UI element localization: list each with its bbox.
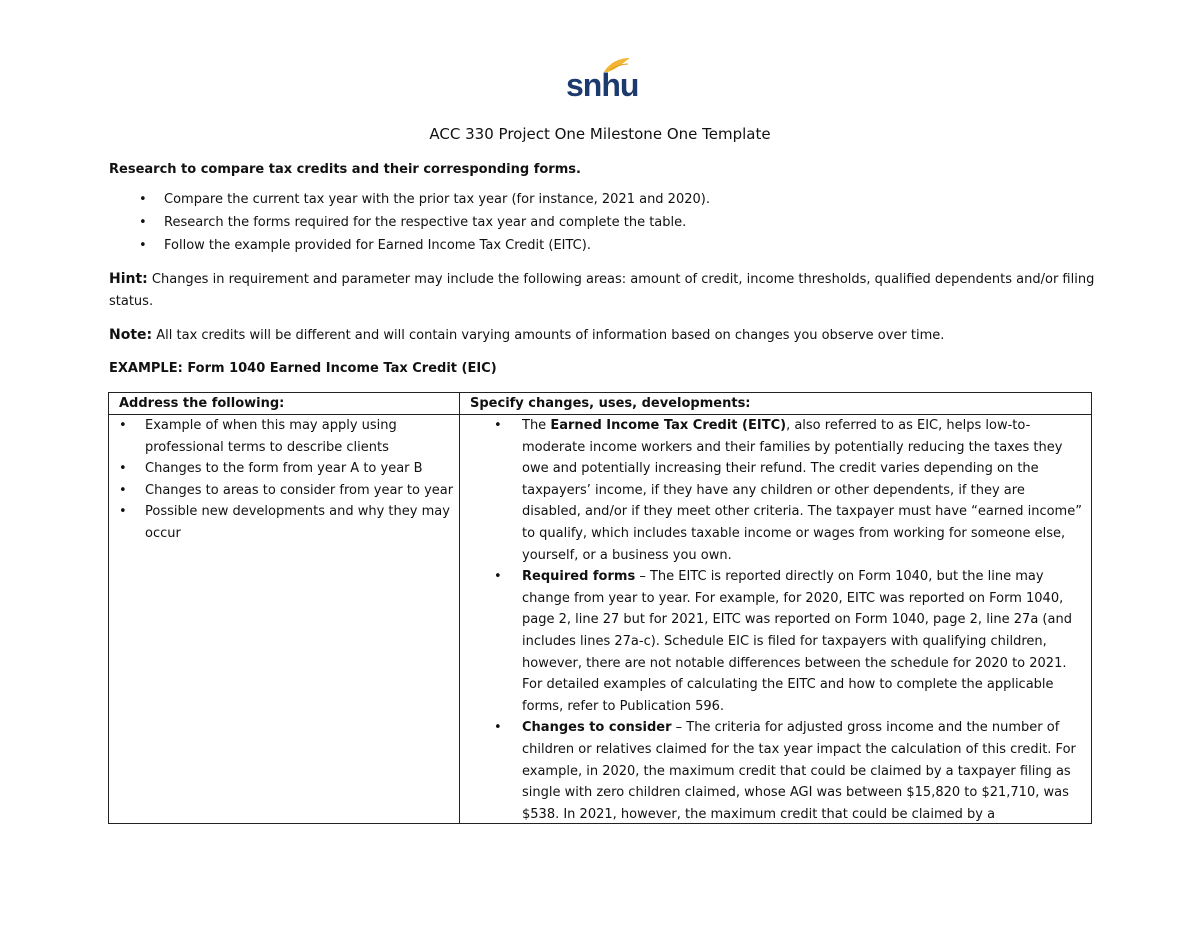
example-table bbox=[108, 392, 1092, 824]
hint-label: Hint: bbox=[109, 271, 148, 287]
bullet-icon: • bbox=[119, 504, 127, 520]
list-item: • Possible new developments and why they may occur bbox=[109, 501, 459, 544]
bullet-icon: • bbox=[119, 461, 127, 477]
bullet-icon: • bbox=[494, 418, 502, 433]
list-item: • Required forms – The EITC is reported directly on Form 1040, but the line may change from year to year. For example, for 2020, EITC was reported on Form 1040, page 2, line 27 but for 2021, EITC was reported on Form 1040, page 2, line 27a (and includes lines 27a-c). Schedule EIC is filed for taxpayers with qualifying children, however, there are not notable differences between the schedule for 2020 to 2021. For detailed examples of calculating the EITC and how to complete the applicable forms, refer to Publication 596. bbox=[460, 566, 1091, 717]
note-label: Note: bbox=[109, 327, 153, 343]
list-item: • The Earned Income Tax Credit (EITC), also referred to as EIC, helps low-to-moderate income workers and their families by potentially reducing the taxes they owe and potentially increasing their refund. The credit varies depending on the taxpayers’ income, if they have any children or other dependents, if they are disabled, and/or if they meet other criteria. The taxpayer must have “earned income” to qualify, which includes taxable income or wages from working for someone else, yourself, or a business you own. bbox=[460, 415, 1091, 566]
list-item: • Changes to consider – The criteria for adjusted gross income and the number of children or relatives claimed for the tax year impact the calculation of this credit. For example, in 2020, the maximum credit that could be claimed by a taxpayer filing as single with zero children claimed, whose AGI was between $15,820 to $21,710, was $538. In 2021, however, the maximum credit that could be claimed by a bbox=[460, 717, 1091, 823]
note-text: All tax credits will be different and will contain varying amounts of information based on changes you observe over time. bbox=[152, 328, 945, 343]
instruction-list bbox=[109, 191, 710, 260]
bullet-icon: • bbox=[139, 238, 147, 253]
address-cell bbox=[109, 415, 460, 824]
page-title: ACC 330 Project One Milestone One Template bbox=[429, 125, 771, 143]
lead-heading: Research to compare tax credits and their corresponding forms. bbox=[109, 162, 581, 177]
hint-paragraph bbox=[109, 268, 1099, 313]
list-item: • Example of when this may apply using professional terms to describe clients bbox=[109, 415, 459, 458]
list-item: • Changes to the form from year A to year B bbox=[109, 458, 459, 480]
header-address: Address the following: bbox=[109, 393, 460, 415]
table-row bbox=[109, 415, 1092, 824]
list-item: • Research the forms required for the respective tax year and complete the table. bbox=[139, 215, 687, 230]
note-paragraph bbox=[109, 324, 1099, 347]
example-heading: EXAMPLE: Form 1040 Earned Income Tax Credit (EIC) bbox=[109, 361, 497, 376]
specify-list bbox=[460, 415, 1091, 823]
list-item: • Compare the current tax year with the prior tax year (for instance, 2021 and 2020). bbox=[139, 192, 710, 207]
bullet-icon: • bbox=[119, 482, 127, 498]
bullet-icon: • bbox=[494, 569, 502, 585]
table-header-row bbox=[109, 393, 1092, 415]
snhu-logo bbox=[564, 56, 639, 104]
address-list bbox=[109, 415, 459, 545]
bullet-icon: • bbox=[494, 720, 502, 736]
logo-text: snhu bbox=[566, 67, 639, 103]
specify-cell bbox=[460, 415, 1092, 824]
list-item: • Follow the example provided for Earned Income Tax Credit (EITC). bbox=[139, 238, 591, 253]
bullet-icon: • bbox=[139, 192, 147, 207]
bullet-icon: • bbox=[139, 215, 147, 230]
header-specify: Specify changes, uses, developments: bbox=[460, 393, 1092, 415]
bullet-icon: • bbox=[119, 418, 127, 433]
hint-text: Changes in requirement and parameter may include the following areas: amount of credit, income thresholds, qualified dependents and/or filing status. bbox=[109, 272, 1095, 309]
list-item: • Changes to areas to consider from year to year bbox=[109, 480, 459, 502]
